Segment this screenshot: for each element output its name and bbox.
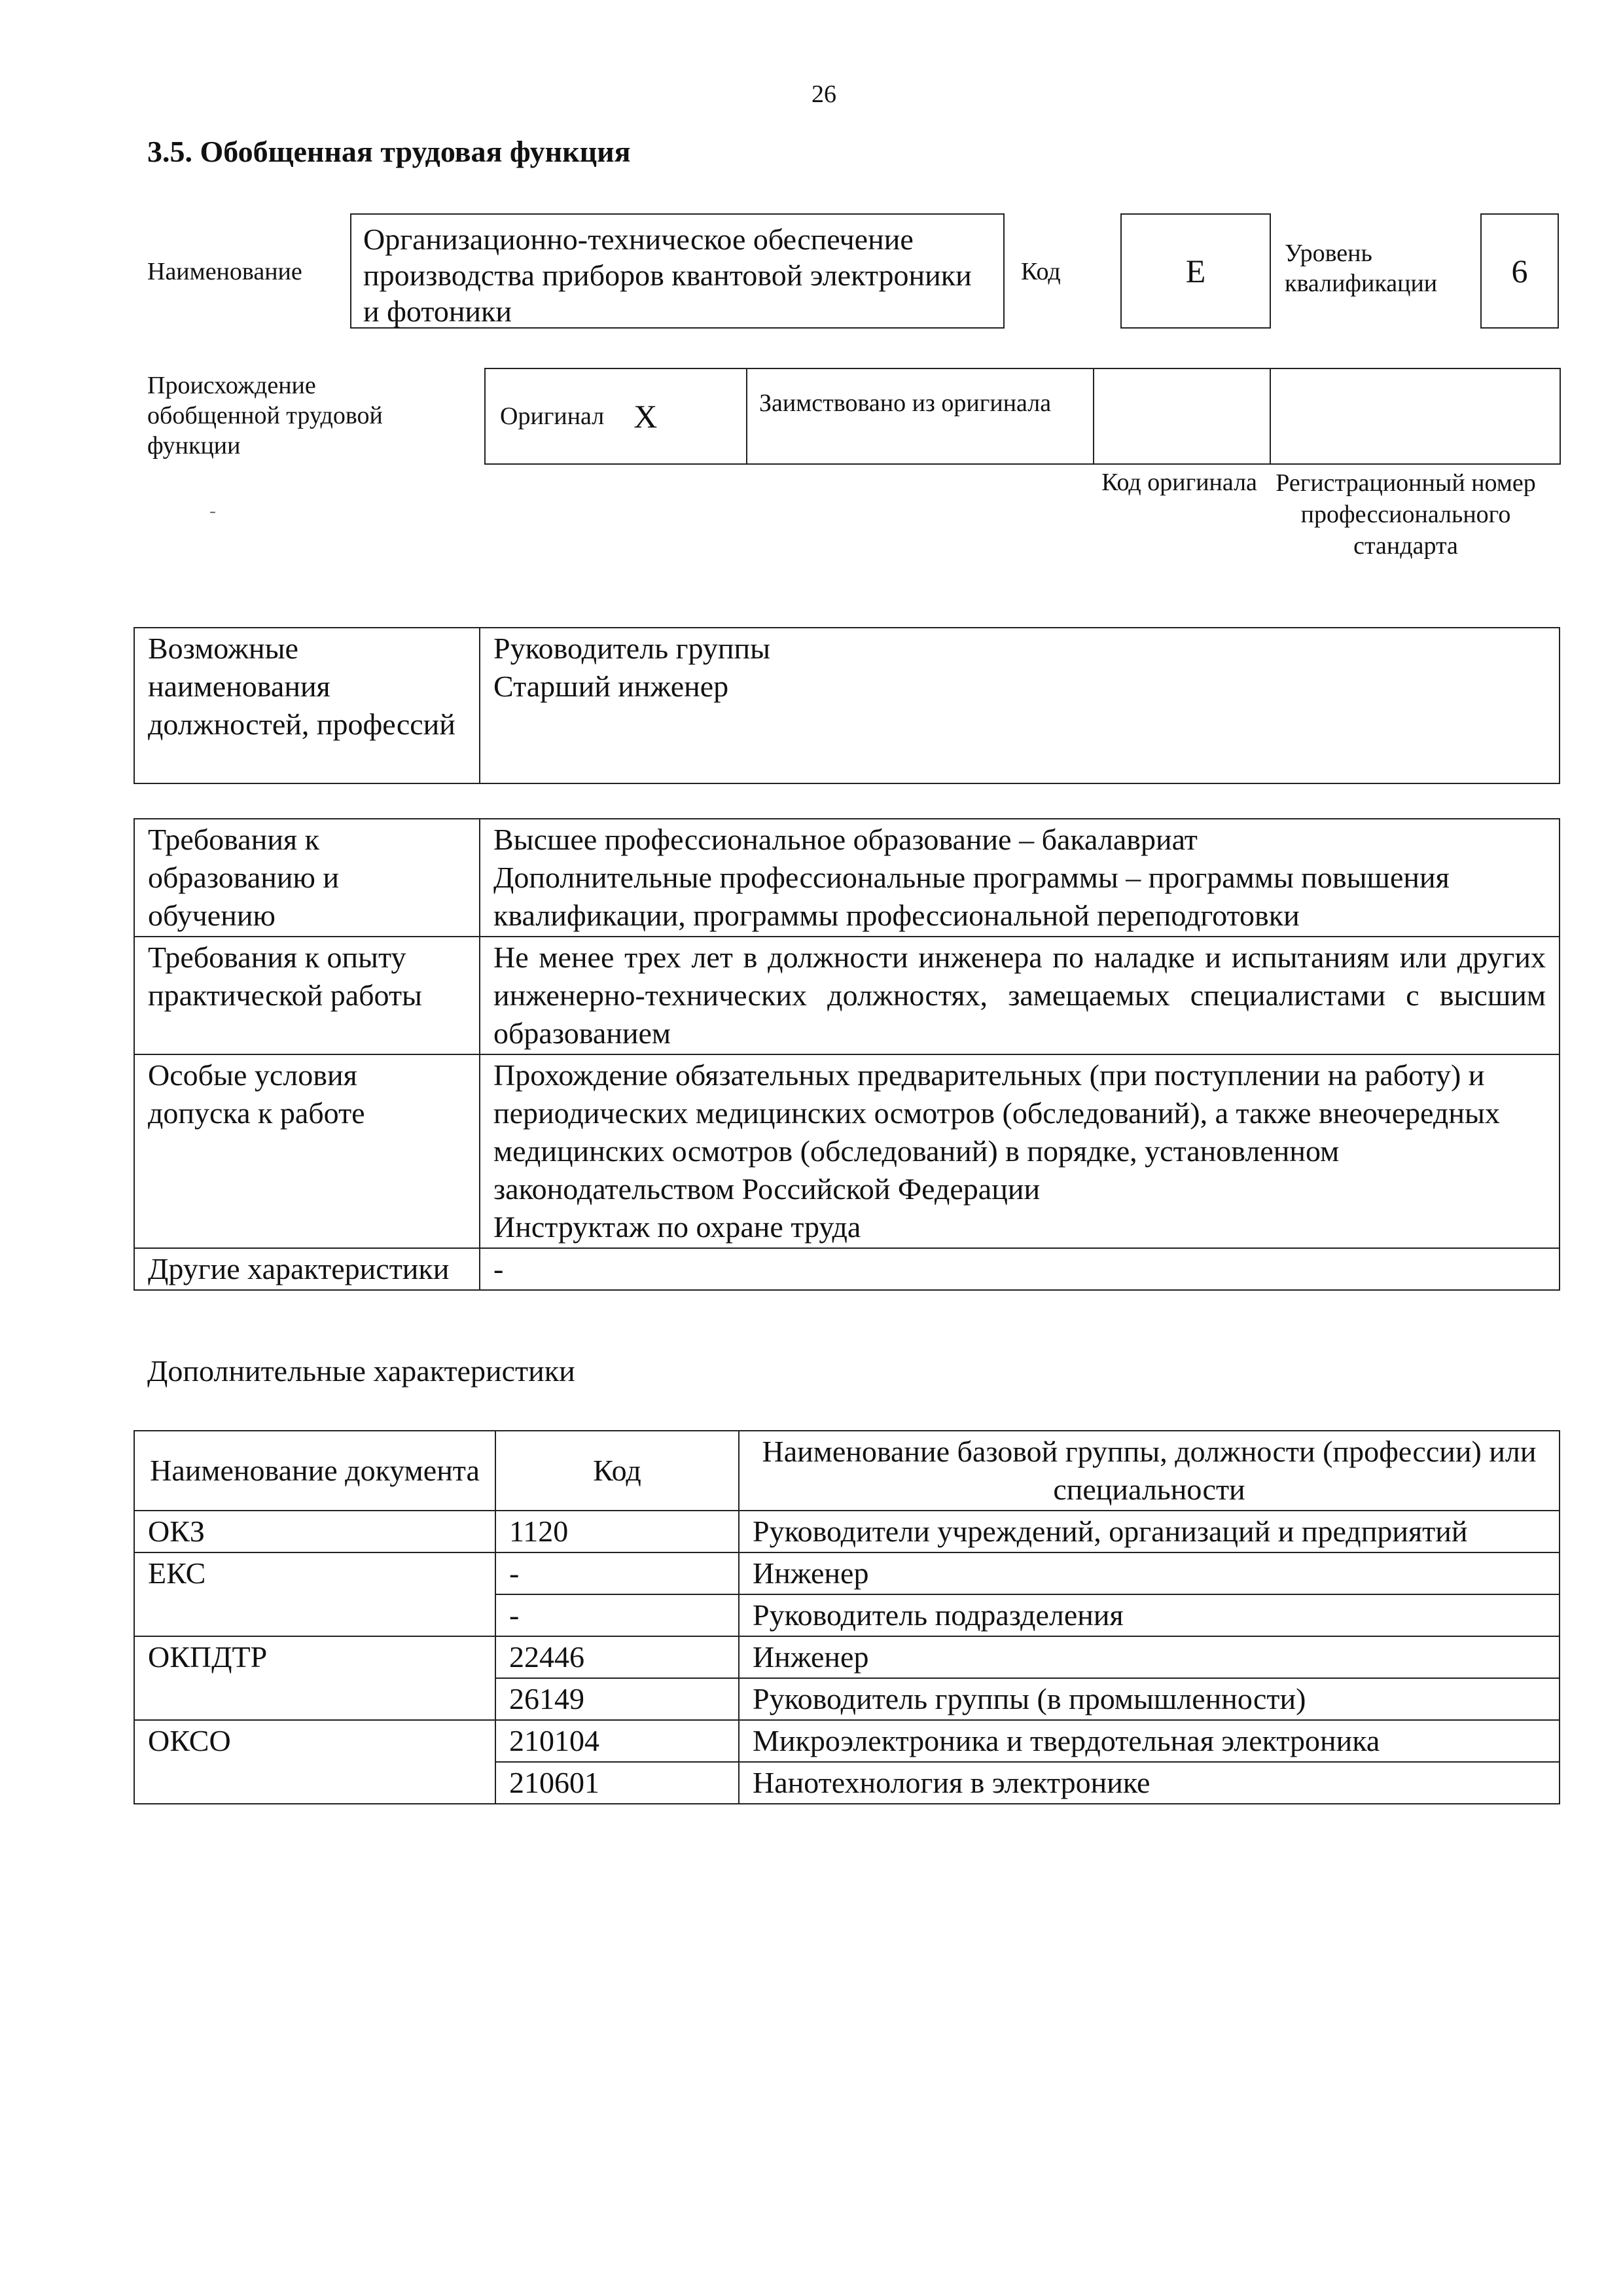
position-item: Руководитель группы [493, 632, 771, 665]
original-label: Оригинал [500, 403, 605, 430]
additional-title: Дополнительные характеристики [147, 1354, 575, 1388]
code-cell: 22446 [495, 1636, 739, 1678]
table-row [134, 1720, 1560, 1762]
requirements-table [134, 818, 1560, 1291]
table-row [134, 1636, 1560, 1678]
reg-number-caption: Регистрационный номер профессионального стандарта [1275, 469, 1536, 560]
code-cell: 1120 [495, 1511, 739, 1552]
name-cell: Микроэлектроника и твердотельная электроника [739, 1720, 1560, 1762]
page-number: 26 [812, 81, 836, 108]
name-cell: Нанотехнология в электронике [739, 1762, 1560, 1804]
positions-label: Возможные наименования должностей, профессий [134, 628, 480, 783]
positions-values [480, 628, 1560, 783]
doc-cell: ОКПДТР [134, 1636, 495, 1720]
borrowed-label: Заимствовано из оригинала [747, 369, 1094, 463]
requirement-label: Требования к образованию и обучению [134, 819, 480, 937]
doc-cell: ОКСО [134, 1720, 495, 1804]
level-label: Уровень квалификации [1285, 240, 1438, 297]
requirement-row [134, 1054, 1560, 1248]
header-name: Наименование базовой группы, должности (профессии) или специальности [739, 1431, 1560, 1511]
original-code-caption: Код оригинала [1101, 469, 1257, 496]
stray-mark: - [209, 500, 216, 522]
positions-table [134, 627, 1560, 784]
requirement-row [134, 1248, 1560, 1290]
requirement-value [480, 937, 1560, 1054]
qualification-level-box: 6 [1480, 213, 1559, 329]
doc-cell: ЕКС [134, 1552, 495, 1636]
original-code-cell [1094, 369, 1271, 463]
requirement-label: Требования к опыту практической работы [134, 937, 480, 1054]
name-cell: Руководитель группы (в промышленности) [739, 1678, 1560, 1720]
requirement-label: Особые условия допуска к работе [134, 1054, 480, 1248]
doc-cell: ОКЗ [134, 1511, 495, 1552]
code-cell: 26149 [495, 1678, 739, 1720]
name-cell: Руководители учреждений, организаций и предприятий [739, 1511, 1560, 1552]
table-row [134, 1552, 1560, 1594]
requirement-line: Инструктаж по охране труда [493, 1210, 861, 1244]
origin-original-cell [486, 369, 747, 463]
code-cell: 210601 [495, 1762, 739, 1804]
requirement-line: Дополнительные профессиональные программы – программы повышения квалификации, программы профессиональной переподготовки [493, 861, 1450, 932]
name-label: Наименование [147, 258, 302, 285]
additional-table [134, 1430, 1560, 1804]
requirement-value [480, 1054, 1560, 1248]
requirement-line: Не менее трех лет в должности инженера по наладке и испытаниям или других инженерно-технических должностях, замещаемых специалистами с высшим образованием [493, 941, 1546, 1050]
requirement-line: Высшее профессиональное образование – бакалавриат [493, 823, 1198, 856]
code-cell: 210104 [495, 1720, 739, 1762]
code-cell: - [495, 1594, 739, 1636]
name-cell: Инженер [739, 1552, 1560, 1594]
origin-table [484, 368, 1561, 465]
requirement-line: - [493, 1252, 504, 1285]
table-row [134, 1511, 1560, 1552]
requirement-line: Прохождение обязательных предварительных (при поступлении на работу) и периодических медицинских осмотров (обследований), а также внеочередных медицинских осмотров (обследований) в порядке, установленном законодательством Российской Федерации [493, 1058, 1500, 1206]
function-code-box: E [1120, 213, 1271, 329]
name-cell: Руководитель подразделения [739, 1594, 1560, 1636]
requirement-value [480, 819, 1560, 937]
name-cell: Инженер [739, 1636, 1560, 1678]
function-name-box: Организационно-техническое обеспечение производства приборов квантовой электроники и фотоники [350, 213, 1005, 329]
requirement-value [480, 1248, 1560, 1290]
code-cell: - [495, 1552, 739, 1594]
position-item: Старший инженер [493, 670, 729, 703]
requirement-row [134, 937, 1560, 1054]
header-document: Наименование документа [134, 1431, 495, 1511]
origin-label: Происхождение обобщенной трудовой функции [147, 372, 383, 459]
code-label: Код [1021, 258, 1061, 285]
header-code: Код [495, 1431, 739, 1511]
additional-header-row [134, 1431, 1560, 1511]
original-mark: X [633, 398, 658, 435]
section-title: 3.5. Обобщенная трудовая функция [147, 135, 631, 168]
reg-number-cell [1271, 369, 1560, 463]
requirement-label: Другие характеристики [134, 1248, 480, 1290]
requirement-row [134, 819, 1560, 937]
